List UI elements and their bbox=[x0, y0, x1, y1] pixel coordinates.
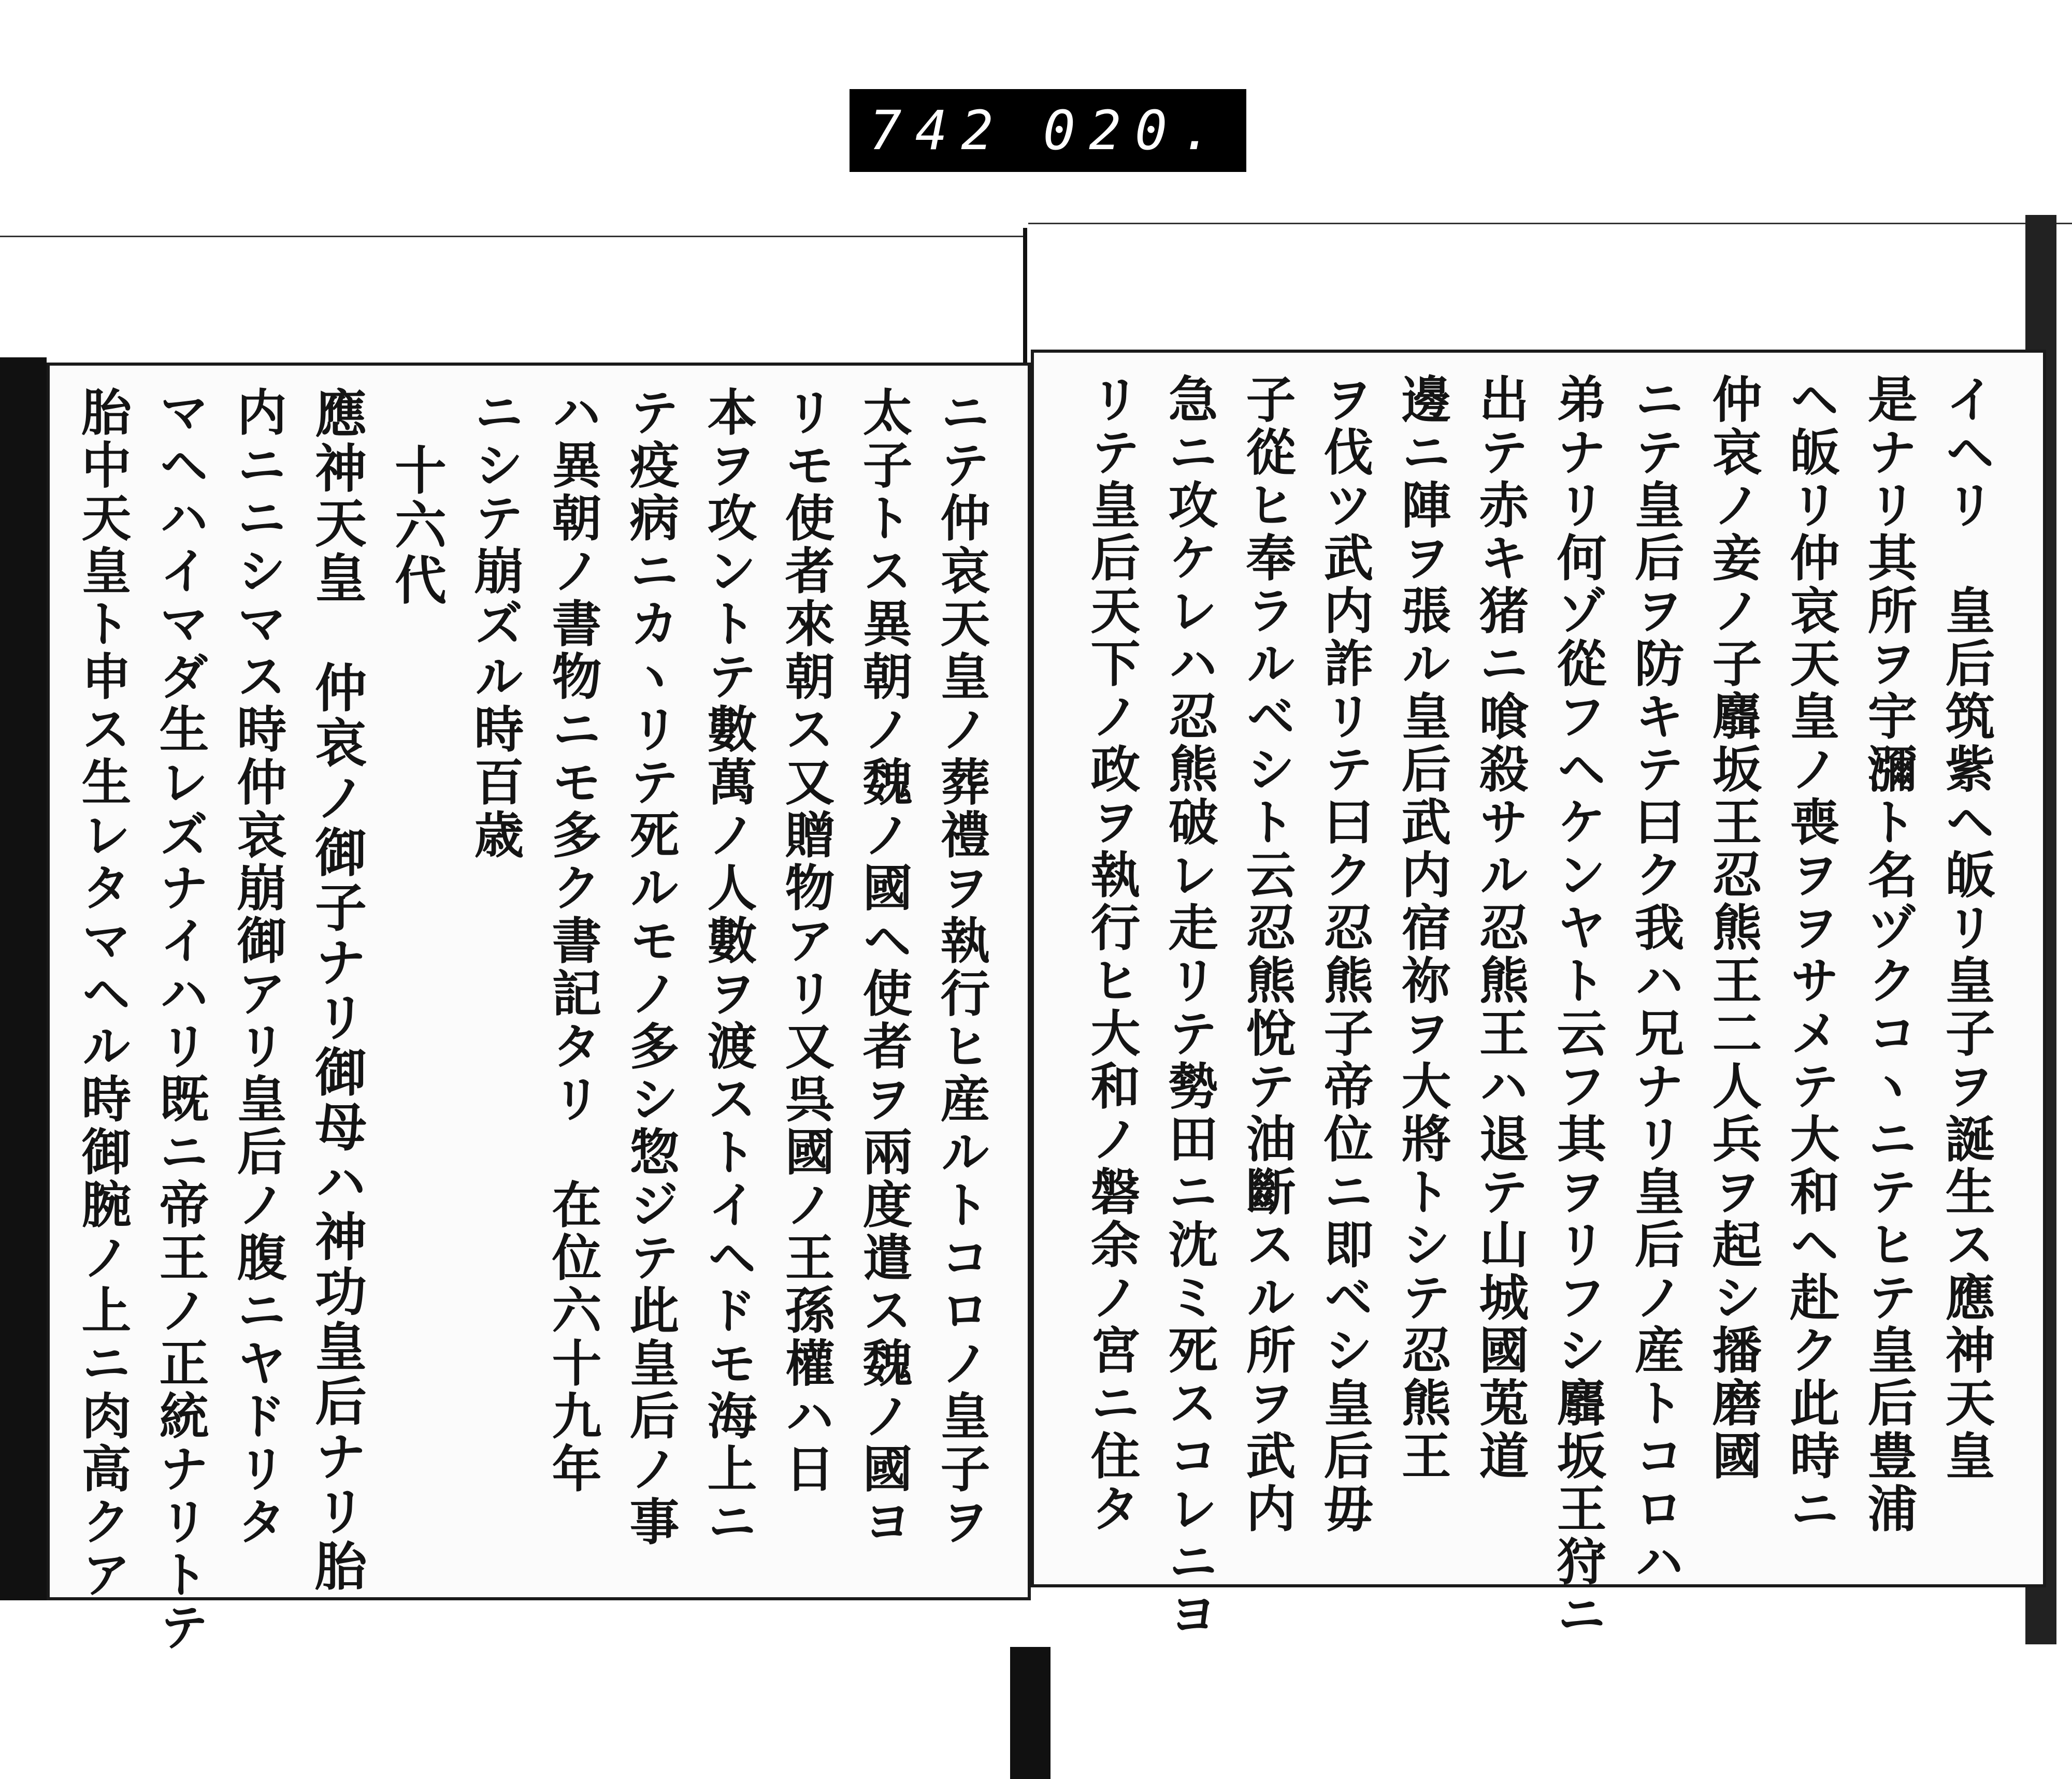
text-column: 是ナリ其所ヲ宇瀰ト名ヅクコヽニテヒテ皇后豊浦 bbox=[1860, 373, 1918, 1536]
text-column: 本ヲ攻ントテ數萬ノ人數ヲ渡ストイヘドモ海上ニ bbox=[699, 386, 758, 1549]
text-column: 胎中天皇ト申ス生レタマヘル時御腕ノ上ニ肉高クア bbox=[74, 386, 132, 1601]
spine-block bbox=[1010, 1647, 1051, 1779]
text-column: ニテ仲哀天皇ノ葬禮ヲ執行ヒ産ルトコロノ皇子ヲ bbox=[932, 386, 991, 1549]
right-page-text bbox=[1055, 373, 1996, 1641]
catalog-label-left: 742 bbox=[869, 99, 1007, 162]
catalog-label bbox=[850, 89, 1246, 172]
text-column: テ疫病ニカヽリテ死ルモノ多シ惣ジテ此皇后ノ事 bbox=[622, 386, 680, 1549]
text-column: 内ニニシマス時仲哀崩御アリ皇后ノ腹ニヤドリタ bbox=[229, 386, 287, 1549]
text-column: 子從ヒ奉ラルベシト云忍熊悅テ油斷スル所ヲ武内 bbox=[1238, 373, 1297, 1536]
text-column: ニシテ崩ズル時百歳 bbox=[466, 386, 525, 862]
page-top-rule-right bbox=[1028, 223, 2072, 224]
text-column: 太子トス異朝ノ魏ノ國ヘ使者ヲ兩度遣ス魏ノ國ヨ bbox=[855, 386, 913, 1549]
text-column: 出テ赤キ猪ニ喰殺サル忍熊王ハ退テ山城國莵道 bbox=[1471, 373, 1530, 1483]
page-top-rule-left bbox=[0, 236, 1023, 237]
emperor-heading: 應神天皇 仲哀ノ御子ナリ御母ハ神功皇后ナリ胎 bbox=[306, 386, 367, 1594]
text-column: 急ニ攻ケレハ忍熊破レ走リテ勢田ニ沈ミ死スコレニヨ bbox=[1160, 373, 1219, 1641]
text-column: ハ異朝ノ書物ニモ多ク書記タリ 在位六十九年 bbox=[544, 386, 602, 1496]
text-column: リモ使者來朝ス又贈物アリ又呉國ノ王孫權ハ日 bbox=[777, 386, 836, 1496]
text-column: 邊ニ陣ヲ張ル皇后武内宿祢ヲ大將トシテ忍熊王 bbox=[1393, 373, 1452, 1483]
text-column: リテ皇后天下ノ政ヲ執行ヒ大和ノ磐余ノ宮ニ住タ bbox=[1083, 373, 1141, 1536]
right-page bbox=[1031, 350, 2046, 1641]
text-column: ヘ皈リ仲哀天皇ノ喪ヲヲサメテ大和ヘ赴ク此時ニ bbox=[1782, 373, 1840, 1536]
text-column: 弟ナリ何ゾ從フヘケンヤト云フ其ヲリフシ麛坂王狩ニ bbox=[1549, 373, 1607, 1641]
text-column: 仲哀ノ妾ノ子麛坂王忍熊王二人兵ヲ起シ播磨國 bbox=[1704, 373, 1763, 1483]
catalog-label-right: 020. bbox=[1043, 99, 1227, 162]
left-page-text bbox=[70, 386, 991, 1654]
text-column: ヲ伐ツ武内詐リテ曰ク忍熊子帝位ニ即ベシ皇后毋 bbox=[1316, 373, 1374, 1536]
left-page bbox=[47, 363, 1031, 1654]
text-column: イヘリ 皇后筑紫ヘ皈リ皇子ヲ誕生ス應神天皇 bbox=[1937, 373, 1996, 1483]
section-heading: 十六代 bbox=[386, 443, 447, 608]
text-column: ニテ皇后ヲ防キテ曰ク我ハ兄ナリ皇后ノ産トコロハ bbox=[1627, 373, 1685, 1588]
left-binding-edge bbox=[0, 357, 47, 1600]
text-column: マヘハイマダ生レズナイハリ既ニ帝王ノ正統ナリトテ bbox=[151, 386, 210, 1654]
